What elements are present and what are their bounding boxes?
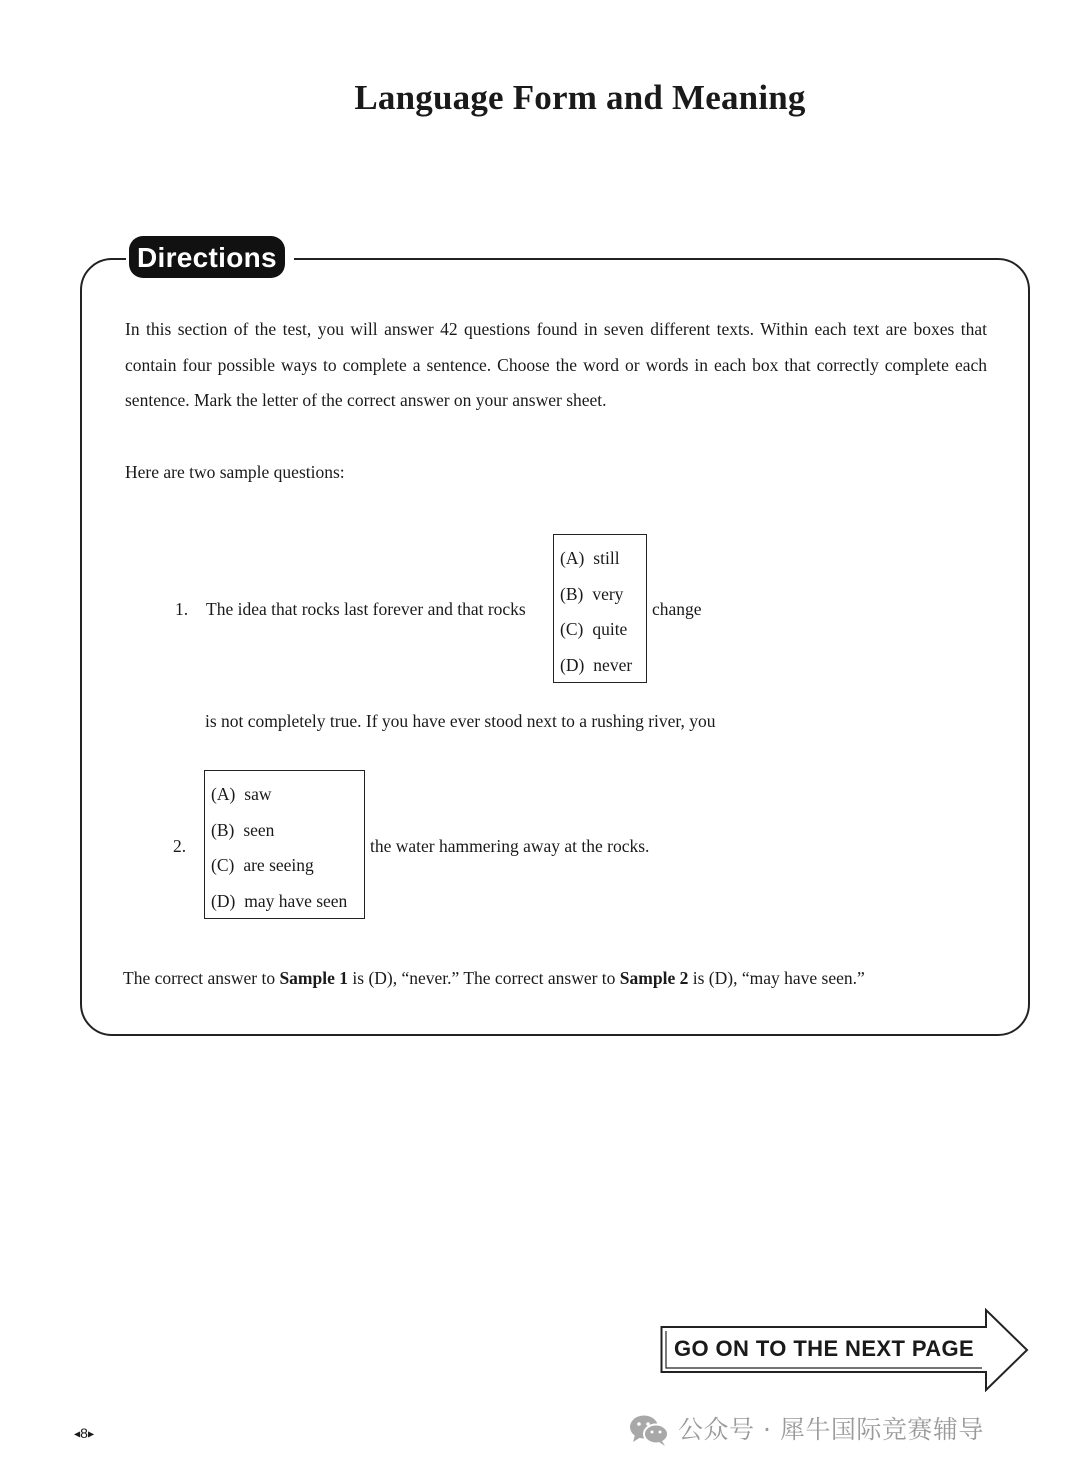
option-text: seen (243, 819, 275, 840)
sample-2-number: 2. (173, 836, 187, 856)
directions-heading: Directions (129, 236, 285, 278)
sample-1-option-c[interactable] (554, 612, 646, 648)
sample-2-options-box (204, 770, 365, 919)
sample-2-option-b[interactable] (205, 813, 364, 849)
option-text: are seeing (243, 855, 314, 875)
option-text: still (593, 548, 620, 568)
option-letter: (C) (211, 855, 235, 875)
sample-2-option-a[interactable] (205, 777, 364, 813)
option-letter: (D) (211, 890, 236, 911)
next-page-label[interactable]: GO ON TO THE NEXT PAGE (674, 1336, 975, 1361)
sample-intro: Here are two sample questions: (125, 462, 345, 482)
page-title: Language Form and Meaning (354, 78, 806, 117)
watermark (628, 1410, 984, 1450)
option-letter: (D) (560, 654, 585, 675)
sample-1-option-b[interactable] (554, 577, 646, 613)
sample-2-text-before: is not completely true. If you have ever stood next to a rushing river, you (205, 711, 716, 731)
page-number (74, 1423, 94, 1444)
sample-1-option-a[interactable] (554, 541, 646, 577)
sample-1-number: 1. (175, 599, 189, 619)
watermark-text: 公众号 · 犀牛国际竞赛辅导 (678, 1415, 984, 1444)
sample-2-label: Sample 2 (619, 968, 689, 988)
option-text: quite (592, 619, 628, 639)
answer-text-3: is (D), “may have seen.” (688, 968, 865, 988)
sample-2-text-after: the water hammering away at the rocks. (370, 836, 650, 856)
answer-text-2: is (D), “never.” The correct answer to (348, 968, 620, 988)
sample-1-options-box (553, 534, 647, 683)
sample-2-option-d[interactable] (205, 884, 364, 920)
wechat-icon (628, 1413, 670, 1447)
sample-2-option-c[interactable] (205, 848, 364, 884)
page-number-value: 8 (80, 1425, 88, 1441)
option-text: never (593, 654, 633, 675)
triangle-left-icon: ◀ (74, 1429, 81, 1439)
option-letter: (C) (560, 619, 584, 639)
option-text: saw (244, 784, 272, 804)
sample-1-label: Sample 1 (279, 968, 349, 988)
sample-1-text-before: The idea that rocks last forever and that rocks (206, 599, 526, 619)
sample-1-text-after: change (652, 599, 702, 619)
option-letter: (A) (560, 548, 585, 568)
triangle-right-icon: ▶ (87, 1429, 95, 1439)
option-text: may have seen (244, 890, 348, 911)
option-letter: (A) (211, 784, 236, 804)
option-text: very (592, 583, 624, 604)
directions-intro: In this section of the test, you will answer 42 questions found in seven different texts. Within each text are boxes that contain four possible ways to complete a sentence. Choose the word or words in each box that correctly complete each sentence. Mark the letter of the correct answer on your answer sheet. (125, 319, 987, 410)
sample-1-option-d[interactable] (554, 648, 646, 684)
answer-text-1: The correct answer to (123, 968, 280, 988)
option-letter: (B) (211, 819, 235, 840)
option-letter: (B) (560, 583, 584, 604)
answer-explanation (123, 966, 865, 990)
